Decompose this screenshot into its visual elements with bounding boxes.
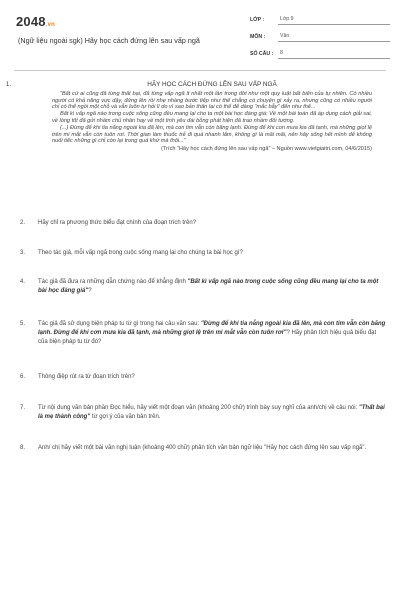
- meta-row-class: [250, 14, 390, 25]
- question-2: [20, 219, 386, 228]
- question-number: 1.: [6, 82, 12, 88]
- meta-value: 8: [278, 48, 390, 59]
- reading-passage: [52, 82, 372, 153]
- question-8: [20, 444, 386, 453]
- question-text: [38, 404, 386, 422]
- meta-value: Lớp 9: [278, 14, 390, 25]
- question-text: Theo tác giả, mỗi vấp ngã trong cuộc sống mang lại cho chúng ta bài học gì?: [38, 250, 243, 256]
- meta-key: LỚP :: [250, 16, 265, 23]
- question-text-part: Tác giả đã đưa ra những dẫn chứng nào để khẳng định: [38, 279, 188, 285]
- question-number: 3.: [20, 250, 26, 256]
- question-4: [20, 278, 386, 296]
- meta-row-count: [250, 48, 390, 59]
- question-number: 6.: [20, 374, 26, 380]
- header-divider: [14, 70, 386, 71]
- question-5: [20, 320, 386, 346]
- document-subtitle: (Ngữ liệu ngoài sgk) Hãy học cách đứng lên sau vấp ngã: [18, 36, 200, 45]
- meta-value: Văn: [278, 31, 390, 42]
- question-text: Hãy chỉ ra phương thức biểu đạt chính của đoạn trích trên?: [38, 220, 197, 226]
- question-text: Thông điệp rút ra từ đoạn trích trên?: [38, 374, 135, 380]
- question-number: 2.: [20, 220, 26, 226]
- meta-key: MÔN :: [250, 33, 266, 40]
- question-number: 5.: [20, 321, 26, 327]
- question-number: 7.: [20, 405, 26, 411]
- question-quote: "Bất kì vấp ngã nào trong cuộc sống cũng đều mang lại cho ta một bài học đáng giá": [38, 279, 379, 294]
- meta-key: SỐ CÂU :: [250, 50, 274, 57]
- site-logo[interactable]: [16, 14, 55, 29]
- question-7: [20, 404, 386, 422]
- passage-title: HÃY HỌC CÁCH ĐỨNG LÊN SAU VẤP NGÃ: [147, 81, 277, 88]
- passage-paragraph: “Bất cứ ai cũng đã từng thất bại, đã từng vấp ngã ít nhất một lần trong đời như một quy luật bất biến của tự nhiên. Có nhiều người có khả năng vực dậy, đứng lên rồi nhẹ nhàng bước tiếp như thể chẳng có chuyện gì xảy ra, nhưng cũng có nhiều người chỉ có thể ngồi một chỗ và vẫn luôn tự hỏi lí do vì sao bản thân lại có thể để dàng “mắc bẫy” đến như thế...: [52, 90, 372, 111]
- question-text: Anh/ chị hãy viết một bài văn nghị luận (khoảng 400 chữ) phân tích văn bản ngữ liệu "Hãy học cách đứng lên sau vấp ngã".: [38, 445, 367, 451]
- question-text-part: Tác giả đã sử dụng biện pháp tu từ gì trong hai câu văn sau:: [38, 321, 201, 327]
- question-quote: "Thất bại là mẹ thành công": [38, 405, 385, 420]
- question-number: 4.: [20, 279, 26, 285]
- meta-table: [250, 14, 390, 65]
- question-text-part: ? Hãy phân tích hiệu quả biểu đạt của biện pháp tu từ đó?: [38, 329, 377, 345]
- question-number: 8.: [20, 445, 26, 451]
- passage-paragraph: Bất kì vấp ngã nào trong cuộc sống cũng đều mang lại cho ta một bài học đáng giá: Về một bài toán đã áp dụng cách giải sai, về lòng tốt đã gửi nhầm chủ nhân hay về một tình yêu dài bỗng phát hiện đã trao nhầm đối tượng.: [52, 111, 372, 124]
- passage-source: (Trích “Hãy học cách đứng lên sau vấp ngã” – Nguồn www.vietgiaitri.com, 04/6/2015): [161, 146, 372, 153]
- question-quote: "Đừng để khi tia nắng ngoài kia đã lên, mà con tim vẫn còn băng lạnh. Đừng để khi cơn mưa kia đã tạnh, mà những giọt lệ trên mi mắt vẫn còn tuôn rơi": [38, 321, 386, 336]
- question-text: [38, 320, 386, 346]
- question-text-part: từ gợi ý của văn bản trên.: [90, 413, 161, 420]
- page-header: [0, 0, 400, 66]
- question-text-part: ?: [88, 287, 92, 294]
- question-text: [38, 278, 386, 296]
- logo-suffix: .vn: [45, 22, 56, 28]
- question-text-part: Từ nội dung văn bản phần Đọc hiểu, hãy viết một đoạn văn (khoảng 200 chữ) trình bày suy nghĩ của anh/chị về câu nói:: [38, 405, 359, 411]
- question-3: [20, 249, 386, 258]
- meta-row-subject: [250, 31, 390, 42]
- question-6: [20, 373, 386, 382]
- passage-paragraph: (...) Đừng để khi tia nắng ngoài kia đã lên, mà con tim vẫn còn băng lạnh. Đừng để khi con mưa kia đã tạnh, mà những giọt lệ trên mi mắt vẫn còn tuôn rơi. Thời gian làm thuốc trẻ đi quá nhanh lắm, không gì là mãi mãi, nên hãy sống hết mình để không nuối tiếc những gì chỉ còn lại trong quá khứ mà thôi...”: [52, 124, 372, 145]
- logo-main: 2048: [16, 14, 46, 29]
